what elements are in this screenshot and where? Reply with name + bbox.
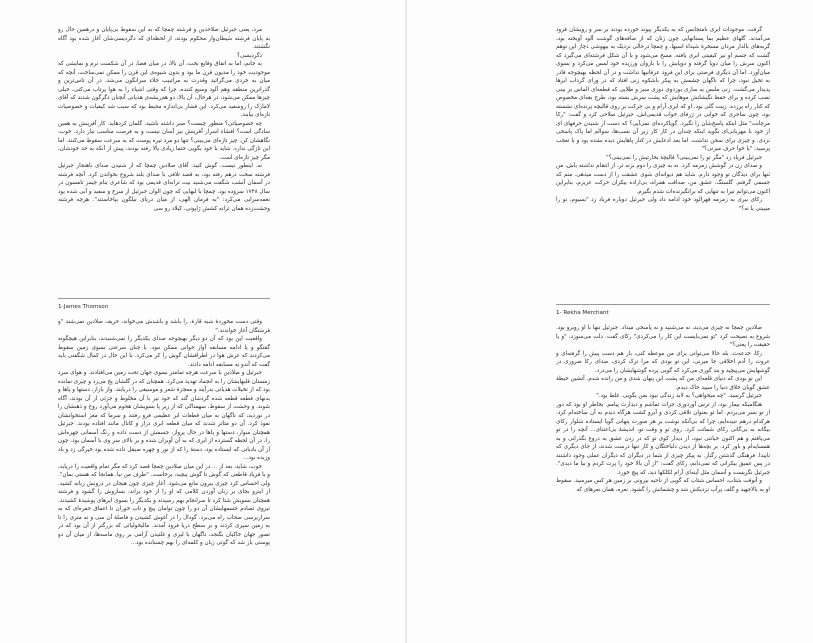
- paragraph: جبرئیل فریاد زد "مگر تو را نمی‌بینی؟ قالیچهٔ بخارتیش را نمی‌بینی؟": [606, 154, 762, 161]
- paragraph: این تو بودی که دنیای قلعه‌ای من که پشت این پنهان شدی و من رانده شدم. آتشین حیطهٔ عشق گویان خلاق دنیا را سپید خاک دیدم.: [556, 376, 770, 391]
- paragraph: جبرئیل گرسید. "چه میخواهی؟ به لابد زندگی نبود بمن بگویی. غلط بود.": [596, 393, 762, 399]
- right-page-bottom-text: [556, 324, 770, 624]
- paragraph: صلادین چمچا نه چیزی می‌دید، نه می‌شنید و نه پاسخی میداد. جبرئیل تنها با او روبرو بود. شروع به نصیحت کرد "تو نمی‌بایست این کار را می‌کردی" رکای گفت. دلت می‌سوزد، "و یا حقیقت را یعنی؟": [556, 325, 770, 348]
- footnote-divider: [58, 298, 270, 299]
- paragraph: و صدای زن در گوشش زمزمه کرد. نه به چیزی را دوم بزنه تر، از انتقام نداشته باش، من تنها برای دیدگان تو وجود دارم. شاید هم دیوانه‌ای شوی عشقت را از دست میدهی. منم که جسمی گرفتم. گلستگ، عشق من، صداقت همراه، بی‌اراده بیکران حرکت عزیزم، بنابراین اکنون می‌توانم تیرا به تنهایی که برانگیزنده‌ات شدم بگیرم.: [556, 163, 770, 195]
- left-page-top-text: [58, 26, 270, 292]
- paragraph: به جانم، اما به اتفاق وقایع بخت، آن بالا، در میان فضا، در آن شکست نرم و نمایشی که موجودیت خود را مدیون قرن ما بود و بدون شیوه‌ی این قرن را ممکن نمی‌ساخت، آنچه که میان به خردی می‌گرائید وقدرت به مراتبیب خلاء سرانگون می‌شد، در آن تاس‌ترین و گذراترین منطقه وهم آلود وسیع کننده، چرا که وقتی اشیاء را به هوا پرتاب می‌کنی، خیلی چیزها ممکن می‌شود، در هرحال، آن بالا، دو هم‌ریشه‌ی هذیانی آنچنان دگرگون شدند که آقای لامارک را روسفید می‌کرد. این فشار بی‌اندازه محیط بود که سبب شد کیفیات و خصوصیات تازه‌ای بیابند.: [58, 61, 270, 118]
- paragraph: مرد، یعنی جبرئیل صلاحدین و فرشته چمچا که به این سقوط بی‌پایان و درهمین حال رو به پایان فرشته شیطان‌وار محکوم بودند، از لحظه‌ای که دگردیسی‌شان آغاز شده بود آگاه نگشتند.: [58, 27, 270, 50]
- paragraph: رکای بیری به زمزمه قهرالود خود ادامه داد ولی جبرئیل دوباره فریاد زد "بسیوم، تو را میبینی یا نه؟": [556, 197, 770, 212]
- paragraph: دگردیسی؟: [237, 52, 262, 59]
- paragraph: وقتی دست مخوردهٔ شبه قارهٔ، را باشد و باشدش می‌خواند، حریف صلادین نمی‌شند "و فرشتگان آغاز خواندند.": [58, 319, 270, 334]
- left-page: [0, 0, 406, 643]
- right-page-top-text: [556, 26, 770, 296]
- paragraph: هنگامیکه بیمار بود، از ترس آوردوری جرات تماشم و دیدارت پیامم. بخاطر او بود که دور از تو بسر می‌بردم. اما تو بعنوان تلافی کردی و آبرو کشت هرگاه دیدم به آن ساخته‌ام کرد. هرکدام درهم تنیده‌ایم، چرا که بی‌آنکه نوشت بر هر صورت پنهانی گویا ایستاده شلوار رکای بیگانه به بی‌گانی رکای شماتت کرد. روی تو و وقت تو، اندیشهٔ بی‌اعتنای... آنچه را در تو می‌یافتم و هم اکنون خیانتی نبود، از دیدار کوی تو که در زدن عشق به دروغ بگذرانی و به همسایه‌ام و باور کرد. بر بچه‌ها از دیدن دلباختگان و کار تنها درست شدند، از جای دیگری که ناپیدا. فرهنگی گذشتن رگبار. به پیکر چیزی از شما در دیگران که دیگران عملی وجود داشتند در پس عمیق بیکرانی که نمی‌دانم، رکای گفت: "از آن بالا خود را پرت کردم و بیا ما دیدی". جبرئیل نگریست و آسمان مثل آینه‌ای آرام لکلکها دید، که پیچ خورد.: [556, 401, 770, 476]
- paragraph: واقعیت این بود که آن دو دیگر بهیچوجه صدای یکدیگر را نمی‌شنیدند، بنابراین هیچگونه گفتگو و یا ادامه مسابقه آواز خوانی ممکن نبود. با چنان سرعتی بسوی زمین سقوط می‌کردند که غرش هوا در اطرافشان گوش را کر می‌کرد. با این حال در کمال شگفتی باید گفت که آندو به مسابقه ادامه دادند.: [58, 336, 270, 368]
- footnote: 1- Rekha Merchant: [556, 310, 609, 316]
- paragraph: خوب، شاید، بعد از ... در این میان صلادین چمچا قصد کرد که مگر تمام واقعیت را دریابد، و با فریاد قاطعی که گوش تا گوش پیچید، برخاست. "طرف من نیا. همانجا که هستی بمان". ولی احساس کرد چیزی بیرون مانع می‌شود. آغاز چیزی چون هیجان در درونش زبانه کشید. از اینرو بجای بر زبان آوردن کلامی که او را از خود براند، بسازوش را گشود و فرشته همچنان بسویش شتا کرد تا سرانجام بهم رسیدند و یکدیگر را بسوی ابرهای پوشیدهٔ کشیدند. نیروی تصادم جسمهایشان آن دو را چون توامان پیچ و تاب خوران تا اعماق حفره‌ای که به سرازیرسی صحاب راه می‌برد. گودال را در آغوش کشیدن و فاصلهٔ آن سی و نه متری را تا به زمین سپری کردند و بر سطح دریا فرود آمدند. مالیخولیائی که بزرگتر از آن بود که در تصور جهان خاکیان بگنجد، ناگهان با لیزی و غلتیدن آرامی بر روی ماسه‌ها، از میان آن دو پوستی باز شد که گوئی زبان و کلمه‌ای را بهم چسبانده بود...: [58, 463, 270, 546]
- paragraph: و آنوقت شتاب، احساس شتاب که گویی از ناحیه بیرونی بر زمین هر کس میرسید. سقوط او به بالاجهید و گلف پرآب نزدیکش شد و چشمانش را گشود. نعره، همان نعرهای که: [556, 478, 770, 493]
- left-page-bottom-text: [58, 318, 270, 618]
- footnote-divider: [556, 304, 770, 305]
- paragraph: نه. اینطور نیست. گوش کنید: آقای صلادین چمچا که از شنیدن صدای ناهنجار جبرئیل فرشته سخت درهم رفته بود، به قصد تلافی با صدای بلند شروع بخواندن کرد. آنچه فرشته در آسمان آنشب شگفت می‌شنید بیت ترانه‌ای قدیمی بود که شاعری بنام جیمز تامسون در سال ۱۷۴۸ سروده بود. چمچا با لبهایی که چون الوان جبرئیل از سرخ و سفید و آبی شده بود نغمه‌سرایی می‌کرد: "به فرمان الهی، از میان دریای نیلگون بپاخاستند". هرچه فرشته وحشت‌زده همان ترانه کشش ژاپونی، کیلاد رو سی: [58, 163, 270, 212]
- footnote: 1-James Thomson: [58, 304, 109, 310]
- paragraph: جبرئیل و صلادین با سرعت هرچه تمامتر بسوی جهان تحت زمین می‌افتادند. و هوای سرد زمستان قلبهایشان را به انجماد تهدید می‌کرد. همچنان که در گلشان پخ می‌زد و چیزی نمانده بود که از تخیلات هذیانی بدرآیند و معجزهٔ شعر و موسیقی را دریابند. واز بازار، دستها و پاها و بدنهای قطعه قطعه شده گردشان گند که خود نیز با آن مخلوط و جزئی از آن بودند، آگاه شوند. و وحشت از سقوط، سهمناکی که از زیر پا بسویشان هجوم می‌آورد روح و ذهنشان را در نوردید، که ناگهان به میان قطعات ابر عظیمی فرو رفتند و سرما که مغز استخوانشان نفوذ کرد. آن دو متاثر شدند که میان قطعه ابری دراز و کانال مانند افتاده بودند. جبرئیل همچنان سوار، دستها و پاها در حال پرواز، جسمش از دست داده و رنگ آسمانی چهره‌اش را، در آن لحظه گسترده از ابری که به آن آویزان شده و بر بالای سر وی با آسمان بود. چون از آن بادبانی که ایستاده بود، دستهٔ را که از نور و چهره صیقل داده شده بود خیرگی زد و باد وزیده بود...: [58, 370, 270, 461]
- paragraph: رکا، خدعه‌ت، بله حالا می‌توانی برای من موعظه کنی، بار هم دست پیش را گرفته‌ای و عروت را آدم اخلاقی جا میزنی، این تو بودی که مرا ترک کردی، صدای رکا ضروری در گوشهایش می‌پیچید و بند گوری می‌کرد که گویی پرده گوشهایشان را می‌درد.: [556, 350, 770, 374]
- paragraph: چه خصوصیاتی؟ منظور چیست؟ صبر داشته باشید. گلمان کردهاید. کار آفرینش به همین سادگی است؟ افشاء اسرار آفرینش نیز آسان نیست و به فرصت مناسب نیاز دارد. خوب، نگاهشان کن. چیز تازه‌ای می‌بینی؟ تنها دو مرد تیره پوست که به سرعت سقوط می‌کنند. اما این تازگی ندارد. شاید با خود بگویی حتما زیادی بالا رفته بودند، پیش از آنکه به حد خودشان، مگر چیز تازه‌ای است.: [58, 120, 270, 161]
- paragraph: گرفت. موجودات ابری نامتجانس که به یکدیگر پیوند خورده بودند بر سر و رویشان فرود می‌آمدند. گلهای عظیم بما پستانهایی چون زنان که از صافه‌های گوشت آلود آویخته بود، گربه‌های بالدار مردان مسخرهٔ شیداء اسبها، و چمچا درحالی نزدیک به بیهوشی دچار این توهم گشت که جسم او نیز کیفیتی ابری یافته، مسخ می‌شود و با آن شکل فرشته‌ای می‌گیرد که اکنون سرش را میان دوپا گرفته و دوپایش را با بازوان ورزیده خود لمس می‌کرد و بسوی میان‌آورد. اما آن دیگری فرصتی برای این فرود عرفانیها نداشت و در آن لحظه بهیچوجه قادر به تخیل نبود، چرا که ناگهان چشمش به پیکر باشکوه زنی افتاد که در ورای گرداب ابرها پدیدار می‌گشت. زنی ملبس به ساری بوزدوی دوزی سبز و طلایی که قطعه‌ای الماس بر بینی نصب کرده و برای حفظ نگیشانش موهایش که پشت سرش بسته بود، طرح بقه‌ای مخصوص که کنار راه پرزده. زینت گلی بود، او که ابری آرام و بی حرکت بر روی قالیچه پرنده‌ای نشسته بود، چون ساحری که خوابی در ژرفای خواب قدیمی‌اش، جبرئیل صلاحی کرد و گفت: "رکا مرچانت" مثل اینکه پاسخ‌شان را نگیرد. گویاکرده‌ای نمی‌آیی؟ که دست از شنیدن حرفهای ای از خود با مهربانی‌ای بگوید اینکه چندان در کار کار زیر آن نسب‌ها، سوالم اما پاک پاسخی نزدی. و چیزی برای سخن نداشت. اما بعد ادعایش در کنار پاهایش دیده نشده بود و با تعجب پرسید: "یا خوا حرف میزنی؟": [556, 27, 770, 152]
